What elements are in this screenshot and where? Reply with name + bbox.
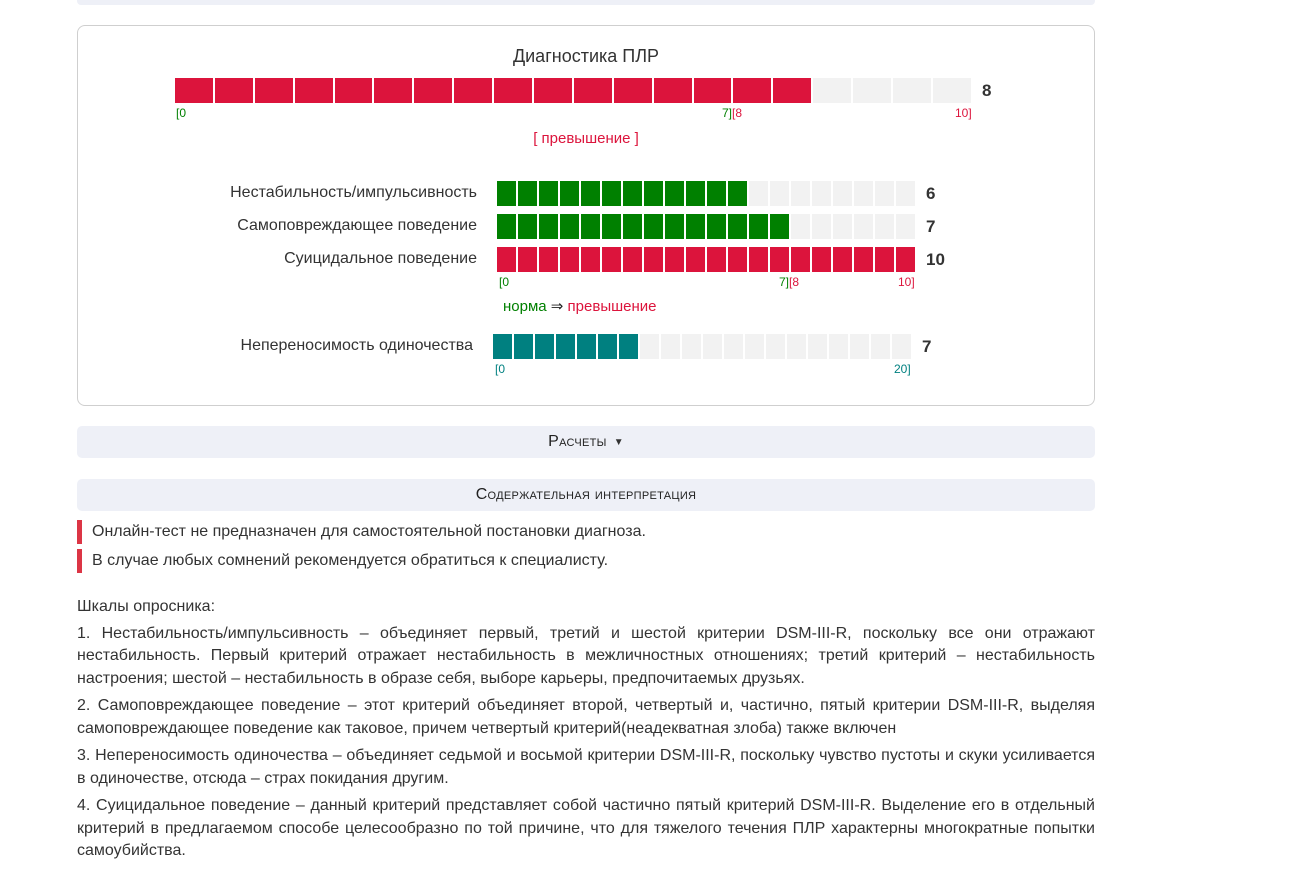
bar-segment-empty <box>875 214 896 239</box>
legend-normal: норма <box>503 298 547 315</box>
bar-segment-filled <box>728 214 749 239</box>
diagnosis-title: Диагностика ПЛР <box>512 46 660 66</box>
bar-segment-empty <box>850 334 871 359</box>
bar-segment-filled <box>733 78 773 103</box>
bar-segment-filled <box>707 247 728 272</box>
bar-segment-filled <box>534 78 574 103</box>
bar-segment-empty <box>893 78 933 103</box>
bar-segment-filled <box>602 247 623 272</box>
bar-segment-filled <box>686 247 707 272</box>
top-strip <box>77 0 1095 5</box>
scale-bar-instability <box>497 181 917 206</box>
bar-segment-filled <box>454 78 494 103</box>
description-item: 3. Непереносимость одиночества – объединяет седьмой и восьмой критерии DSM-III-R, поскольку чувство пустоты и скуки усиливается в одиночестве, отсюда – страх покидания другим. <box>77 747 1095 787</box>
bar-segment-filled <box>598 334 619 359</box>
bar-segment-filled <box>665 247 686 272</box>
bar-segment-filled <box>770 247 791 272</box>
scales-description <box>77 596 1095 868</box>
calculations-toggle[interactable] <box>77 426 1095 458</box>
scales-legend <box>503 297 657 315</box>
loneliness-tick-min: [0 <box>495 362 506 376</box>
diagnosis-tick-min: [0 <box>176 106 187 120</box>
bar-segment-empty <box>682 334 703 359</box>
bar-segment-filled <box>556 334 577 359</box>
bar-segment-filled <box>560 181 581 206</box>
bar-segment-filled <box>623 214 644 239</box>
bar-segment-filled <box>574 78 614 103</box>
bar-segment-filled <box>374 78 414 103</box>
legend-arrow: ⇒ <box>550 298 564 315</box>
bar-segment-filled <box>560 214 581 239</box>
diagnosis-bar <box>175 78 973 103</box>
bar-segment-filled <box>497 247 518 272</box>
bar-segment-empty <box>787 334 808 359</box>
bar-segment-filled <box>686 214 707 239</box>
diagnosis-value: 8 <box>982 81 992 100</box>
scale-value-instability: 6 <box>926 184 936 203</box>
bar-segment-filled <box>497 181 518 206</box>
scales-tick-max: 10] <box>898 275 915 289</box>
description-item: 4. Суицидальное поведение – данный критерий представляет собой частично пятый критерий DSM-III-R. Выделение его в отдельный критерий в предлагаемом способе целесообразно по той причине, что для тяжелого течения ПЛР характерны многократные попытки самоубийства. <box>77 797 1095 859</box>
bar-segment-filled <box>665 181 686 206</box>
bar-segment-filled <box>665 214 686 239</box>
scale-value-suicidal: 10 <box>926 250 945 269</box>
scale-bar-suicidal <box>497 247 917 272</box>
bar-segment-filled <box>614 78 654 103</box>
bar-segment-empty <box>770 181 791 206</box>
scale-bar-loneliness <box>493 334 913 359</box>
bar-segment-empty <box>833 214 854 239</box>
diagnosis-tick-max: 10] <box>955 106 972 120</box>
bar-segment-filled <box>493 334 514 359</box>
bar-segment-empty <box>745 334 766 359</box>
bar-segment-filled <box>644 181 665 206</box>
bar-segment-filled <box>581 181 602 206</box>
bar-segment-empty <box>933 78 973 103</box>
scale-label-suicidal: Суицидальное поведение <box>284 250 477 267</box>
bar-segment-empty <box>766 334 787 359</box>
bar-segment-filled <box>539 247 560 272</box>
bar-segment-filled <box>577 334 598 359</box>
bar-segment-filled <box>749 247 770 272</box>
bar-segment-empty <box>854 181 875 206</box>
scale-label-loneliness: Непереносимость одиночества <box>240 337 473 354</box>
bar-segment-filled <box>833 247 854 272</box>
bar-segment-filled <box>535 334 556 359</box>
bar-segment-empty <box>724 334 745 359</box>
scale-label-instability: Нестабильность/импульсивность <box>230 184 477 201</box>
bar-segment-filled <box>644 247 665 272</box>
warning-item: Онлайн-тест не предназначен для самостоятельной постановки диагноза. <box>77 520 1095 544</box>
bar-segment-empty <box>808 334 829 359</box>
bar-segment-empty <box>871 334 892 359</box>
bar-segment-filled <box>686 181 707 206</box>
bar-segment-filled <box>812 247 833 272</box>
bar-segment-filled <box>518 247 539 272</box>
bar-segment-empty <box>749 181 770 206</box>
bar-segment-filled <box>514 334 535 359</box>
scales-tick-min: [0 <box>499 275 510 289</box>
bar-segment-filled <box>707 181 728 206</box>
bar-segment-filled <box>497 214 518 239</box>
bar-segment-empty <box>896 181 917 206</box>
bar-segment-filled <box>602 181 623 206</box>
description-item: 2. Самоповреждающее поведение – этот критерий объединяет второй, четвертый и, частично, пятый критерии DSM-III-R, выделяя самоповреждающее поведение как таковое, причем четвертый критерий(неадекватная злоба) также включен <box>77 697 1095 737</box>
bar-segment-filled <box>728 181 749 206</box>
bar-segment-empty <box>813 78 853 103</box>
calculations-label: Расчеты <box>548 433 607 450</box>
bar-segment-empty <box>791 214 812 239</box>
bar-segment-empty <box>661 334 682 359</box>
bar-segment-filled <box>255 78 295 103</box>
bar-segment-empty <box>829 334 850 359</box>
bar-segment-filled <box>539 214 560 239</box>
bar-segment-filled <box>539 181 560 206</box>
diagnosis-status: [ превышение ] <box>533 130 639 147</box>
bar-segment-filled <box>728 247 749 272</box>
caret-down-icon: ▼ <box>613 436 624 448</box>
bar-segment-filled <box>494 78 534 103</box>
bar-segment-filled <box>896 247 917 272</box>
bar-segment-empty <box>854 214 875 239</box>
loneliness-tick-max: 20] <box>894 362 911 376</box>
scale-value-selfharm: 7 <box>926 217 936 236</box>
bar-segment-empty <box>791 181 812 206</box>
bar-segment-filled <box>791 247 812 272</box>
bar-segment-filled <box>335 78 375 103</box>
scale-label-selfharm: Самоповреждающее поведение <box>237 217 477 234</box>
bar-segment-empty <box>875 181 896 206</box>
scale-value-loneliness: 7 <box>922 337 932 356</box>
bar-segment-filled <box>770 214 791 239</box>
bar-segment-filled <box>773 78 813 103</box>
bar-segment-empty <box>703 334 724 359</box>
bar-segment-filled <box>581 247 602 272</box>
bar-segment-empty <box>640 334 661 359</box>
bar-segment-empty <box>833 181 854 206</box>
bar-segment-empty <box>896 214 917 239</box>
bar-segment-filled <box>518 214 539 239</box>
bar-segment-filled <box>707 214 728 239</box>
diagnosis-tick-threshold: 7][8 <box>722 106 743 120</box>
bar-segment-filled <box>581 214 602 239</box>
bar-segment-filled <box>623 181 644 206</box>
bar-segment-filled <box>644 214 665 239</box>
interpretation-label: Содержательная интерпретация <box>475 486 697 503</box>
bar-segment-empty <box>853 78 893 103</box>
bar-segment-filled <box>602 214 623 239</box>
bar-segment-empty <box>812 214 833 239</box>
bar-segment-filled <box>560 247 581 272</box>
legend-exceed: превышение <box>567 298 657 315</box>
bar-segment-filled <box>215 78 255 103</box>
results-card <box>77 25 1095 406</box>
description-item: 1. Нестабильность/импульсивность – объединяет первый, третий и шестой критерии DSM-III-R, поскольку все они отражают нестабильность. Первый критерий отражает нестабильность в межличностных отношениях; третий критерий – нестабильность настроения; шестой – нестабильность в образе себя, выборе карьеры, предпочитаемых друзьях. <box>77 624 1095 687</box>
bar-segment-filled <box>518 181 539 206</box>
bar-segment-empty <box>892 334 913 359</box>
bar-segment-filled <box>295 78 335 103</box>
interpretation-header <box>77 479 1095 511</box>
bar-segment-filled <box>694 78 734 103</box>
bar-segment-filled <box>875 247 896 272</box>
bar-segment-filled <box>654 78 694 103</box>
bar-segment-filled <box>414 78 454 103</box>
bar-segment-empty <box>812 181 833 206</box>
bar-segment-filled <box>623 247 644 272</box>
bar-segment-filled <box>749 214 770 239</box>
warning-item: В случае любых сомнений рекомендуется обратиться к специалисту. <box>77 549 1095 573</box>
bar-segment-filled <box>619 334 640 359</box>
bar-segment-filled <box>854 247 875 272</box>
scale-bar-selfharm <box>497 214 917 239</box>
scales-tick-threshold: 7][8 <box>779 275 800 289</box>
bar-segment-filled <box>175 78 215 103</box>
scales-intro: Шкалы опросника: <box>77 598 216 615</box>
